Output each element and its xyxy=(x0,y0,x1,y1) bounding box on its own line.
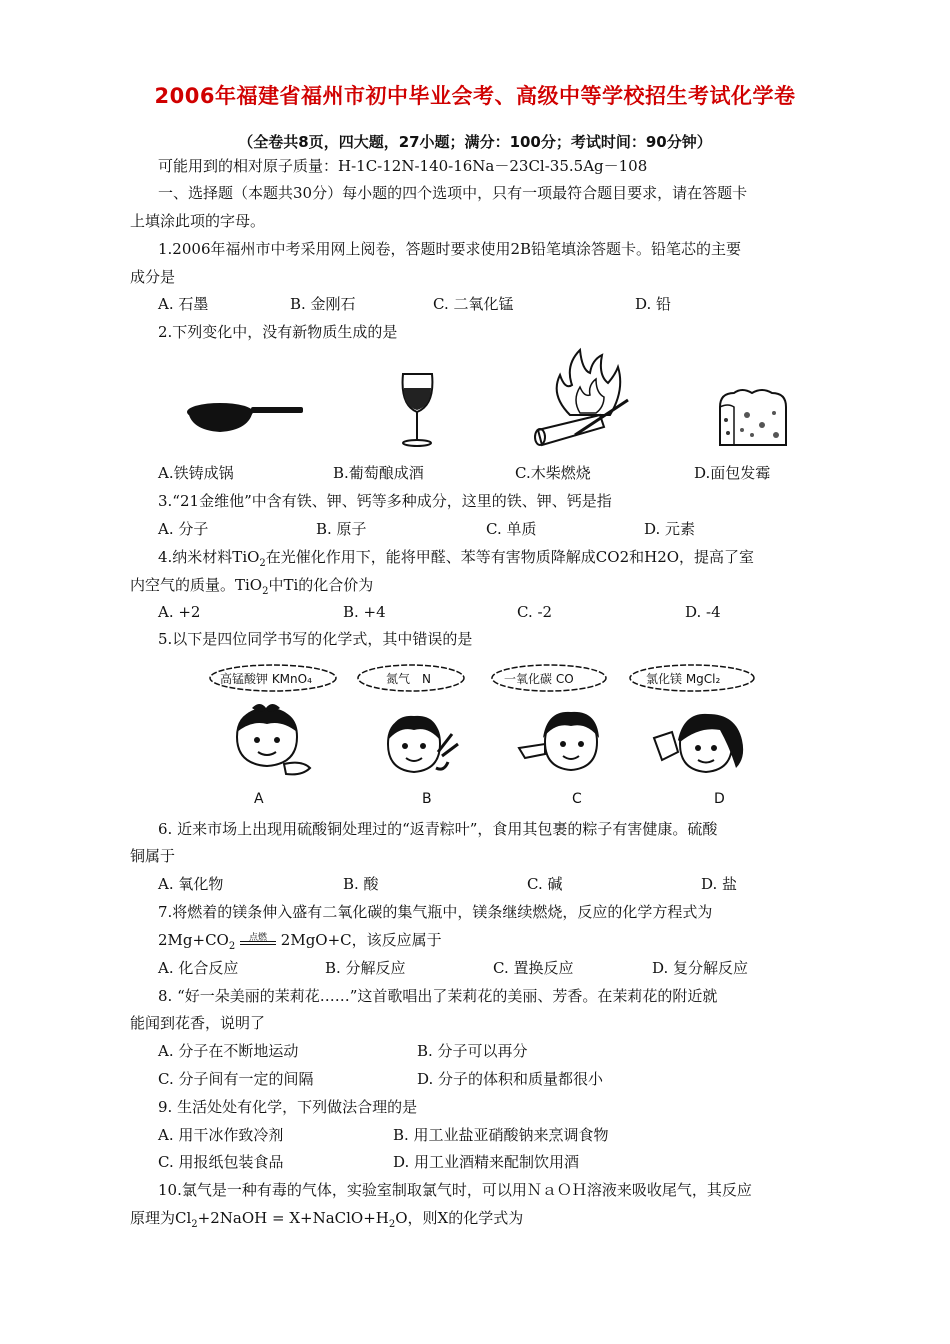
q2-option-c: C.木柴燃烧 xyxy=(515,464,591,482)
q7-option-c: C. 置换反应 xyxy=(493,959,574,977)
q9-option-d: D. 用工业酒精来配制饮用酒 xyxy=(393,1153,580,1171)
q4-option-d: D. -4 xyxy=(685,603,721,621)
q1-option-d: D. 铅 xyxy=(635,295,672,313)
student-b-figure xyxy=(356,663,466,695)
q6-option-c: C. 碱 xyxy=(527,875,563,893)
q6-stem: 6. 近来市场上出现用硫酸铜处理过的“返青粽叶”，食用其包裹的粽子有害健康。硫酸 xyxy=(158,820,718,838)
q7-option-a: A. 化合反应 xyxy=(158,959,239,977)
q7-option-d: D. 复分解反应 xyxy=(652,959,749,977)
q8-stem: 8. “好一朵美丽的茉莉花……”这首歌唱出了茉莉花的美丽、芳香。在茉莉花的附近就 xyxy=(158,987,718,1005)
q1-option-c: C. 二氧化锰 xyxy=(433,295,514,313)
q3-option-b: B. 原子 xyxy=(316,520,367,538)
q9-option-a: A. 用干冰作致冷剂 xyxy=(158,1126,284,1144)
q4-stem: 4.纳米材料TiO$_2$在光催化作用下，能将甲醛、苯等有害物质降解成CO2和H2O，提高了室 xyxy=(158,548,755,569)
exam-info: （全卷共8页，四大题，27小题；满分：100分；考试时间：90分钟） xyxy=(238,133,712,151)
q2-stem: 2.下列变化中，没有新物质生成的是 xyxy=(158,323,398,341)
q5-label-b: B xyxy=(422,791,432,807)
section1-intro-cont: 上填涂此项的字母。 xyxy=(130,212,266,230)
q8-option-b: B. 分子可以再分 xyxy=(417,1042,528,1060)
reaction-arrow: 点燃 xyxy=(240,937,276,945)
q3-option-d: D. 元素 xyxy=(644,520,696,538)
boy-c-icon xyxy=(515,708,605,784)
student-c-figure xyxy=(490,663,608,695)
q3-option-c: C. 单质 xyxy=(486,520,537,538)
burning-wood-image xyxy=(530,345,635,450)
q5-label-d: D xyxy=(714,791,725,807)
atomic-mass-line: 可能用到的相对原子质量：H-1C-12N-140-16Na－23Cl-35.5Ag－108 xyxy=(158,157,648,175)
wine-glass-image xyxy=(395,370,440,450)
q1-stem-cont: 成分是 xyxy=(130,268,176,286)
bubble-a-text: 高锰酸钾 KMnO₄ xyxy=(220,672,312,686)
iron-pan-image xyxy=(185,390,305,440)
q5-label-c: C xyxy=(572,791,582,807)
q8-option-d: D. 分子的体积和质量都很小 xyxy=(417,1070,604,1088)
q1-option-b: B. 金刚石 xyxy=(290,295,356,313)
q5-stem: 5.以下是四位同学书写的化学式，其中错误的是 xyxy=(158,630,473,648)
q4-option-a: A. +2 xyxy=(158,603,201,621)
q3-option-a: A. 分子 xyxy=(158,520,209,538)
q10-stem-cont: 原理为$Cl_2+2NaOH$ = $X+NaClO+H_2O$，则X的化学式为 xyxy=(130,1209,524,1230)
q2-option-b: B.葡萄酿成酒 xyxy=(333,464,424,482)
bubble-b-text: 氮气 N xyxy=(386,672,431,686)
q4-option-c: C. -2 xyxy=(517,603,553,621)
section1-intro: 一、选择题（本题共30分）每小题的四个选项中，只有一项最符合题目要求，请在答题卡 xyxy=(158,184,748,202)
q5-label-a: A xyxy=(254,791,264,807)
q4-option-b: B. +4 xyxy=(343,603,386,621)
q8-stem-cont: 能闻到花香，说明了 xyxy=(130,1014,266,1032)
q8-option-a: A. 分子在不断地运动 xyxy=(158,1042,299,1060)
student-a-figure xyxy=(208,663,338,695)
q9-option-c: C. 用报纸包装食品 xyxy=(158,1153,284,1171)
q6-option-a: A. 氧化物 xyxy=(158,875,224,893)
q9-stem: 9. 生活处处有化学，下列做法合理的是 xyxy=(158,1098,418,1116)
boy-b-icon xyxy=(380,712,460,784)
q8-option-c: C. 分子间有一定的间隔 xyxy=(158,1070,314,1088)
q10-stem: 10.氯气是一种有毒的气体，实验室制取氯气时，可以用ＮａＯＨ溶液来吸收尾气，其反应 xyxy=(158,1181,752,1199)
q6-option-d: D. 盐 xyxy=(701,875,738,893)
q1-option-a: A. 石墨 xyxy=(158,295,209,313)
q2-option-a: A.铁铸成锅 xyxy=(158,464,234,482)
q6-option-b: B. 酸 xyxy=(343,875,379,893)
student-d-figure xyxy=(628,663,756,695)
q9-option-b: B. 用工业盐亚硝酸钠来烹调食物 xyxy=(393,1126,609,1144)
q4-stem-cont: 内空气的质量。TiO$_2$中Ti的化合价为 xyxy=(130,576,374,597)
girl-a-icon xyxy=(222,702,317,782)
girl-d-icon xyxy=(650,708,750,784)
q2-option-d: D.面包发霉 xyxy=(694,464,771,482)
q7-equation: $2Mg+CO_2$ 点燃 2MgO+C，该反应属于 xyxy=(158,931,442,952)
q6-stem-cont: 铜属于 xyxy=(130,847,176,865)
moldy-bread-image xyxy=(712,385,792,450)
q7-stem: 7.将燃着的镁条伸入盛有二氧化碳的集气瓶中，镁条继续燃烧，反应的化学方程式为 xyxy=(158,903,713,921)
bubble-c-text: 一氧化碳 CO xyxy=(504,672,574,686)
q1-stem: 1.2006年福州市中考采用网上阅卷，答题时要求使用2B铅笔填涂答题卡。铅笔芯的主要 xyxy=(158,240,742,258)
page-title: 2006年福建省福州市初中毕业会考、高级中等学校招生考试化学卷 xyxy=(154,84,796,108)
q3-stem: 3.“21金维他”中含有铁、钾、钙等多种成分，这里的铁、钾、钙是指 xyxy=(158,492,612,510)
bubble-d-text: 氯化镁 MgCl₂ xyxy=(646,672,721,686)
q7-option-b: B. 分解反应 xyxy=(325,959,406,977)
